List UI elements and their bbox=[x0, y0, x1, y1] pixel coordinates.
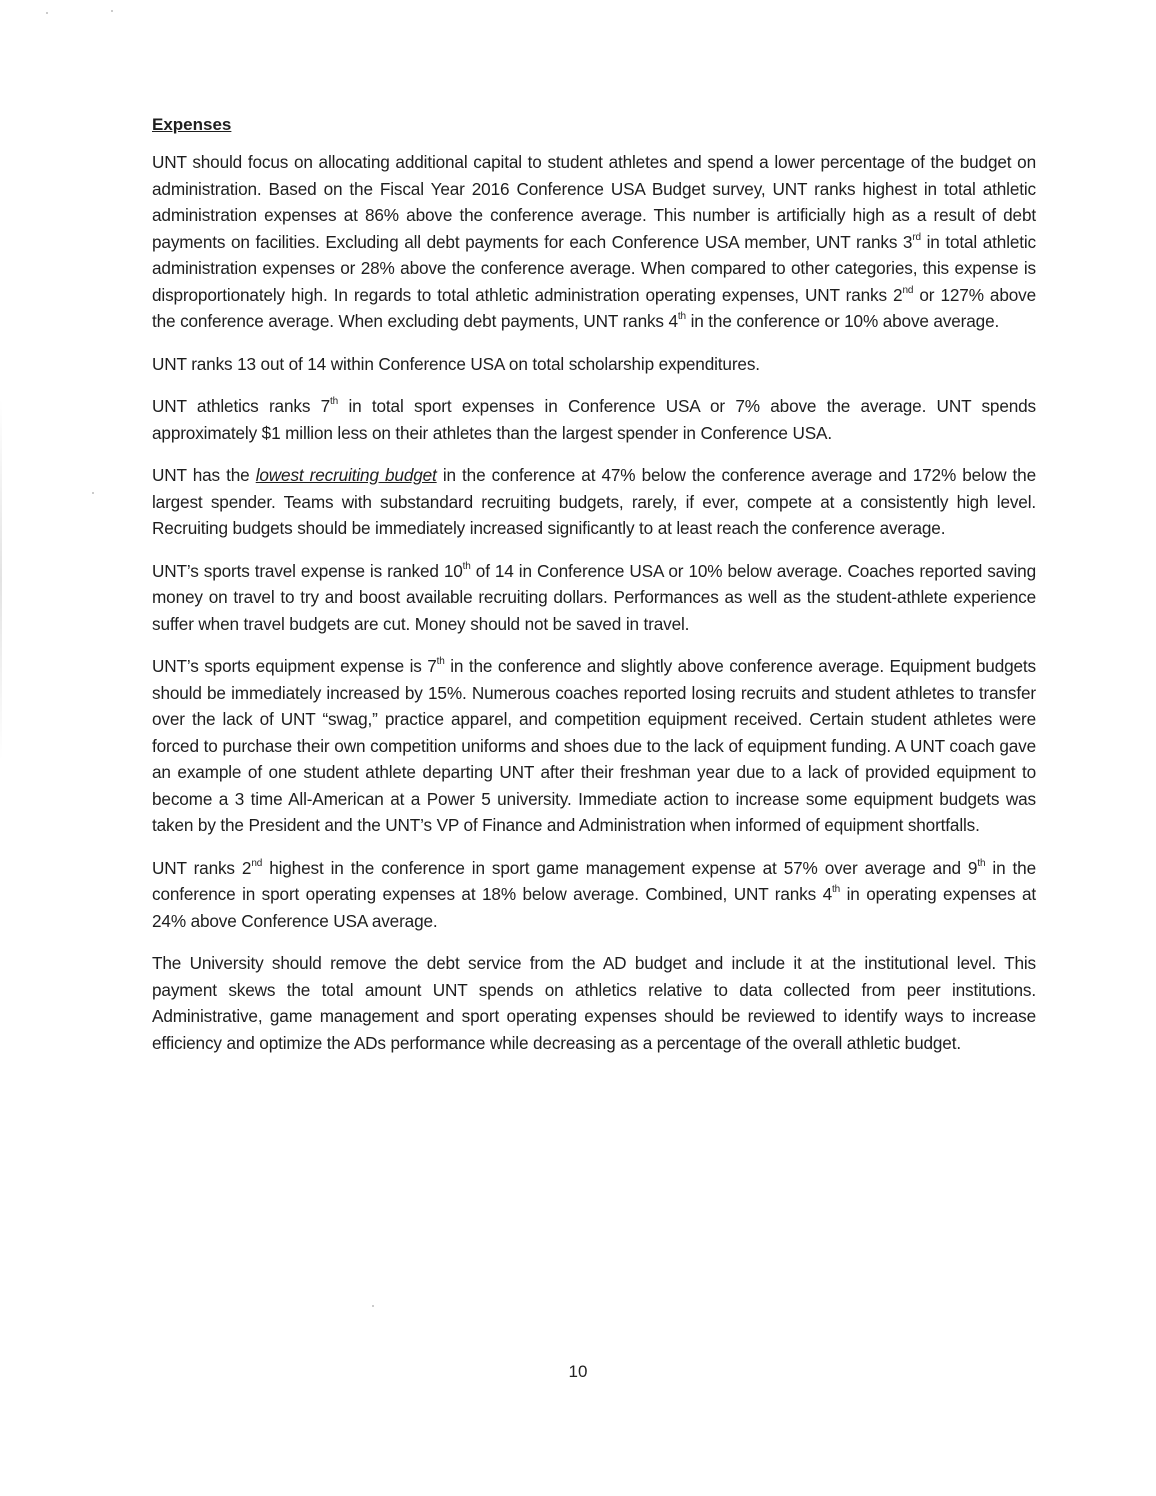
document-page bbox=[152, 112, 1036, 1072]
paragraph-text: UNT ranks 13 out of 14 within Conference USA on total scholarship expenditures. bbox=[152, 353, 760, 374]
paragraph-text: highest in the conference in sport game management expense at 57% over average and 9 bbox=[262, 857, 978, 878]
ordinal-suffix: nd bbox=[902, 284, 914, 296]
paragraph-text: in the conference or 10% above average. bbox=[685, 311, 1000, 331]
body-paragraph bbox=[152, 653, 1036, 839]
paragraph-text: in operating expenses at 24% above Conference USA average. bbox=[152, 884, 1037, 931]
ordinal-suffix: th bbox=[330, 396, 339, 408]
paragraph-text: The University should remove the debt service from the AD budget and include it at the institutional level. This payment skews the total amount UNT spends on athletics relative to data collected from peer institutions. Administrative, game management and sport operating expenses should be reviewed to identify ways to increase efficiency and optimize the ADs performance while decreasing as a percentage of the overall athletic budget. bbox=[152, 953, 1036, 1053]
scan-speck bbox=[111, 10, 113, 12]
ordinal-suffix: rd bbox=[912, 231, 921, 243]
paragraph-text: in the conference at 47% below the conference average and 172% below the largest spender. Teams with substandard recruiting budgets, rarely, if ever, compete at a consistently high level. Recruiting budgets should be immediately increased significantly to at least reach the conference average. bbox=[152, 465, 1036, 538]
scan-speck bbox=[92, 492, 94, 494]
ordinal-suffix: th bbox=[832, 884, 841, 896]
paragraph-text: in the conference and slightly above conference average. Equipment budgets should be immediately increased by 15%. Numerous coaches reported losing recruits and student athletes to transfer over the lack of UNT “swag,” practice apparel, and competition equipment received. Certain student athletes were forced to purchase their own competition uniforms and shoes due to the lack of equipment funding. A UNT coach gave an example of one student athlete departing UNT after their freshman year due to a lack of provided equipment to become a 3 time All-American at a Power 5 university. Immediate action to increase some equipment budgets was taken by the President and the UNT’s VP of Finance and Administration when informed of equipment shortfalls. bbox=[152, 656, 1036, 835]
body-paragraph bbox=[152, 351, 1036, 378]
paragraph-text: in total sport expenses in Conference USA or 7% above the average. UNT spends approximately $1 million less on their athletes than the largest spender in Conference USA. bbox=[152, 396, 1036, 443]
paragraphs-container bbox=[152, 149, 1036, 1056]
ordinal-suffix: th bbox=[977, 857, 986, 869]
ordinal-suffix: th bbox=[436, 656, 445, 668]
body-paragraph bbox=[152, 950, 1036, 1056]
paragraph-text: UNT’s sports equipment expense is 7 bbox=[152, 656, 437, 676]
paragraph-text: UNT athletics ranks 7 bbox=[152, 396, 331, 416]
paragraph-text: in the conference in sport operating expenses at 18% below average. Combined, UNT ranks 4 bbox=[152, 857, 1036, 904]
scan-speck bbox=[372, 1305, 374, 1307]
paragraph-text: of 14 in Conference USA or 10% below average. Coaches reported saving money on travel to try and boost available recruiting dollars. Performances as well as the student-athlete experience suffer when travel budgets are cut. Money should not be saved in travel. bbox=[152, 560, 1036, 634]
page-number: 10 bbox=[568, 1362, 588, 1381]
paragraph-text: UNT ranks 2 bbox=[152, 857, 252, 878]
body-paragraph bbox=[152, 393, 1036, 446]
body-paragraph bbox=[152, 462, 1036, 542]
body-paragraph bbox=[152, 855, 1036, 935]
body-paragraph bbox=[152, 558, 1036, 638]
paragraph-text: or 127% above the conference average. When excluding debt payments, UNT ranks 4 bbox=[152, 284, 1037, 331]
scan-edge-shadow bbox=[0, 400, 2, 760]
emphasized-text: lowest recruiting budget bbox=[255, 465, 437, 485]
paragraph-text: UNT’s sports travel expense is ranked 10 bbox=[152, 560, 463, 581]
paragraph-text: UNT has the bbox=[152, 465, 256, 485]
body-paragraph bbox=[152, 149, 1036, 335]
scan-speck bbox=[46, 12, 48, 14]
ordinal-suffix: th bbox=[462, 560, 471, 572]
ordinal-suffix: th bbox=[677, 311, 686, 323]
paragraph-text: in total athletic administration expenses or 28% above the conference average. When compared to other categories, this expense is disproportionately high. In regards to total athletic administration operating expenses, UNT ranks 2 bbox=[152, 231, 1037, 305]
section-heading: Expenses bbox=[152, 115, 232, 134]
paragraph-text: UNT should focus on allocating additional capital to student athletes and spend a lower percentage of the budget on administration. Based on the Fiscal Year 2016 Conference USA Budget survey, UNT ranks highest in total athletic administration expenses at 86% above the conference average. This number is artificially high as a result of debt payments on facilities. Excluding all debt payments for each Conference USA member, UNT ranks 3 bbox=[152, 152, 1036, 252]
ordinal-suffix: nd bbox=[251, 857, 263, 869]
